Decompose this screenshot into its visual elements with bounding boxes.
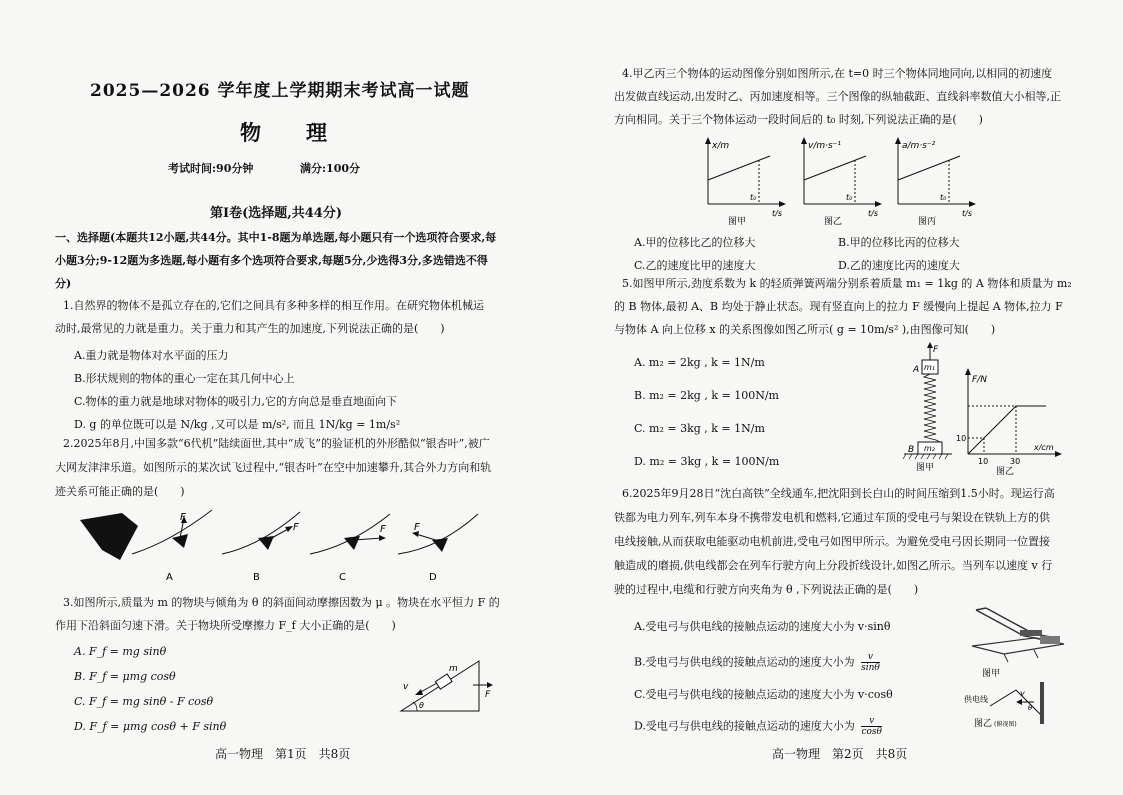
q6-option-b-fraction: $\frac{v}{\sin\theta}$ [861, 652, 880, 673]
q4-option-d: D.乙的速度比丙的速度大 [838, 259, 960, 272]
right-footer: 高一物理 第2页 共8页 [772, 747, 908, 761]
q4-stem-1: 4.甲乙丙三个物体的运动图像分别如图所示,在 t=0 时三个物体同地同向,以相同的初速度 [622, 67, 1053, 80]
q1-option-a: A.重力就是物体对水平面的压力 [74, 349, 229, 362]
graph-jia [705, 137, 786, 226]
left-footer: 高一物理 第1页 共8页 [215, 747, 351, 761]
q6-option-a: A.受电弓与供电线的接触点运动的速度大小为 v·sinθ [634, 620, 891, 633]
ginkgo-leaf-icon [80, 513, 138, 560]
q2-option-b-diagram [222, 512, 300, 554]
q5-option-b: B. m₂ = 2kg , k = 100N/m [634, 389, 779, 402]
q1-stem-1: 1.自然界的物体不是孤立存在的,它们之间具有多种多样的相互作用。在研究物体机械运 [63, 299, 484, 312]
q5-stem-3: 与物体 A 向上位移 x 的关系图像如图乙所示( g = 10m/s² ),由图像可知( ) [614, 323, 996, 336]
q2-figure [80, 508, 500, 588]
q5-figures [902, 342, 1062, 476]
svg-text:t₀: t₀ [940, 193, 947, 202]
q1-option-d: D. g 的单位既可以是 N/kg ,又可以是 m/s², 而且 1N/kg = 1m/s² [74, 418, 401, 431]
q3-option-d: D. F_f = μmg cosθ + F sinθ [74, 720, 227, 733]
q6-option-b [634, 652, 880, 673]
svg-text:10: 10 [956, 434, 967, 443]
q1-stem-2: 动时,最常见的力就是重力。关于重力和其产生的加速度,下列说法正确的是( ) [55, 322, 445, 335]
q2-label-c: C [339, 572, 346, 583]
svg-text:F: F [933, 345, 939, 355]
subject-title: 物 理 [240, 120, 339, 145]
q6-option-b-text: B.受电弓与供电线的接触点运动的速度大小为 [634, 655, 855, 669]
q2-label-a: A [166, 572, 173, 583]
q3-incline-figure [395, 657, 505, 715]
svg-text:x/cm: x/cm [1034, 443, 1054, 452]
svg-text:10: 10 [978, 457, 989, 466]
q6-option-d [634, 716, 882, 737]
q2-label-b: B [253, 572, 260, 583]
svg-text:(俯视图): (俯视图) [994, 721, 1017, 728]
q3-option-a: A. F_f = mg sinθ [74, 645, 167, 658]
q3-stem-2: 作用下沿斜面匀速下滑。关于物块所受摩擦力 F_f 大小正确的是( ) [55, 619, 396, 632]
full-score: 满分:100分 [300, 162, 361, 175]
q3-option-b: B. F_f = μmg cosθ [74, 670, 176, 683]
q2-option-c-diagram [310, 514, 390, 554]
svg-text:t₀: t₀ [750, 193, 757, 202]
q2-stem-3: 迹关系可能正确的是( ) [55, 485, 185, 498]
q4-stem-3: 方向相同。关于三个物体运动一段时间后的 t₀ 时刻,下列说法正确的是( ) [614, 113, 983, 126]
exam-time: 考试时间:90分钟 [168, 162, 254, 175]
svg-text:图甲: 图甲 [728, 217, 747, 226]
svg-text:图乙: 图乙 [824, 217, 843, 226]
q3-stem-1: 3.如图所示,质量为 m 的物块与倾角为 θ 的斜面间动摩擦因数为 μ 。物块在水平恒力 F 的 [63, 596, 500, 609]
graph-yi [801, 137, 882, 226]
svg-text:B: B [908, 445, 915, 455]
instructions-line-2: 小题3分;9-12题为多选题,每小题有多个选项符合要求,每题5分,少选得3分,多选错选不得 [55, 254, 488, 267]
q1-option-b: B.形状规则的物体的重心一定在其几何中心上 [74, 372, 295, 385]
svg-text:供电线: 供电线 [964, 695, 988, 704]
svg-text:t₀: t₀ [846, 193, 853, 202]
q6-option-c: C.受电弓与供电线的接触点运动的速度大小为 v·cosθ [634, 688, 893, 701]
q4-stem-2: 出发做直线运动,出发时乙、丙加速度相等。三个图像的纵轴截距、直线斜率数值大小相等,正 [614, 90, 1061, 103]
svg-text:v/m·s⁻¹: v/m·s⁻¹ [808, 141, 842, 151]
pantograph-icon [972, 608, 1064, 662]
right-page [562, 0, 1123, 795]
q4-option-c: C.乙的速度比甲的速度大 [634, 259, 756, 272]
svg-text:t/s: t/s [962, 209, 972, 218]
q4-option-b: B.甲的位移比丙的位移大 [838, 236, 960, 249]
q5-option-d: D. m₂ = 3kg , k = 100N/m [634, 455, 780, 468]
q2-option-d-diagram [398, 514, 478, 554]
instructions-line-3: 分) [55, 277, 72, 290]
q5-option-a: A. m₂ = 2kg , k = 1N/m [634, 356, 765, 369]
svg-text:F: F [485, 690, 491, 700]
q5-stem-2: 的 B 物体,最初 A、B 均处于静止状态。现有竖直向上的拉力 F 缓慢向上提起 A 物体,拉力 F [614, 300, 1063, 313]
q6-stem-3: 电线接触,从而获取电能驱动电机前进,受电弓如图甲所示。为避免受电弓因长期同一位置接 [614, 535, 1050, 548]
q2-stem-1: 2.2025年8月,中国多款“6代机”陆续面世,其中“成飞”的验证机的外形酷似“银杏叶”,被广 [63, 437, 490, 450]
svg-text:m: m [449, 664, 458, 674]
section-heading: 第Ⅰ卷(选择题,共44分) [210, 206, 342, 221]
q4-graphs [702, 136, 982, 226]
svg-text:F/N: F/N [972, 375, 987, 385]
q2-label-d: D [429, 572, 437, 583]
svg-text:θ: θ [419, 701, 424, 710]
svg-text:θ: θ [1028, 704, 1033, 712]
q4-option-a: A.甲的位移比乙的位移大 [634, 236, 756, 249]
q6-stem-2: 铁都为电力列车,列车本身不携带发电机和燃料,它通过车顶的受电弓与架设在铁轨上方的供 [614, 511, 1050, 524]
svg-text:m₂: m₂ [924, 444, 935, 453]
svg-text:F: F [180, 512, 186, 523]
q5-f-x-graph [956, 368, 1062, 476]
svg-text:F: F [293, 522, 299, 533]
svg-text:F: F [380, 524, 386, 535]
exam-title: 2025—2026 学年度上学期期末考试高一试题 [90, 81, 470, 101]
q6-stem-5: 驶的过程中,电缆和行驶方向夹角为 θ ,下列说法正确的是( ) [614, 583, 919, 596]
svg-text:x/m: x/m [712, 141, 730, 151]
svg-text:30: 30 [1010, 457, 1021, 466]
svg-text:t/s: t/s [772, 209, 782, 218]
svg-text:图丙: 图丙 [918, 217, 937, 226]
svg-text:A: A [913, 365, 920, 375]
q6-option-d-fraction: $\frac{v}{\cos\theta}$ [861, 716, 882, 737]
svg-text:m₁: m₁ [924, 363, 935, 372]
q6-figures [964, 606, 1074, 734]
q6-option-d-text: D.受电弓与供电线的接触点运动的速度大小为 [634, 719, 855, 733]
svg-text:F: F [414, 522, 420, 533]
svg-text:图甲: 图甲 [982, 669, 1001, 679]
q2-stem-2: 大网友津津乐道。如图所示的某次试飞过程中,“银杏叶”在空中加速攀升,其合外力方向和轨 [55, 461, 492, 474]
svg-text:图乙: 图乙 [974, 719, 993, 729]
svg-text:a/m·s⁻²: a/m·s⁻² [902, 141, 936, 151]
q5-option-c: C. m₂ = 3kg , k = 1N/m [634, 422, 765, 435]
q1-option-c: C.物体的重力就是地球对物体的吸引力,它的方向总是垂直地面向下 [74, 395, 398, 408]
q6-stem-4: 触造成的磨损,供电线都会在列车行驶方向上分段折线设计,如图乙所示。当列车以速度 v 行 [614, 559, 1053, 572]
graph-bing [895, 137, 976, 226]
q3-option-c: C. F_f = mg sinθ - F cosθ [74, 695, 214, 708]
instructions-line-1: 一、选择题(本题共12小题,共44分。其中1-8题为单选题,每小题只有一个选项符合要求,每 [55, 231, 497, 244]
svg-text:t/s: t/s [868, 209, 878, 218]
svg-text:图甲: 图甲 [916, 463, 935, 473]
svg-text:图乙: 图乙 [996, 467, 1015, 476]
q5-stem-1: 5.如图甲所示,劲度系数为 k 的轻质弹簧两端分别系着质量 m₁ = 1kg 的 A 物体和质量为 m₂ [622, 277, 1072, 290]
q6-wire-diagram [964, 682, 1044, 724]
q5-spring-figure [903, 342, 952, 473]
q6-stem-1: 6.2025年9月28日“沈白高铁”全线通车,把沈阳到长白山的时间压缩到1.5小时。现运行高 [622, 487, 1055, 500]
svg-text:v: v [403, 682, 409, 692]
q2-option-a-diagram [132, 510, 212, 554]
svg-text:v: v [1020, 689, 1025, 698]
